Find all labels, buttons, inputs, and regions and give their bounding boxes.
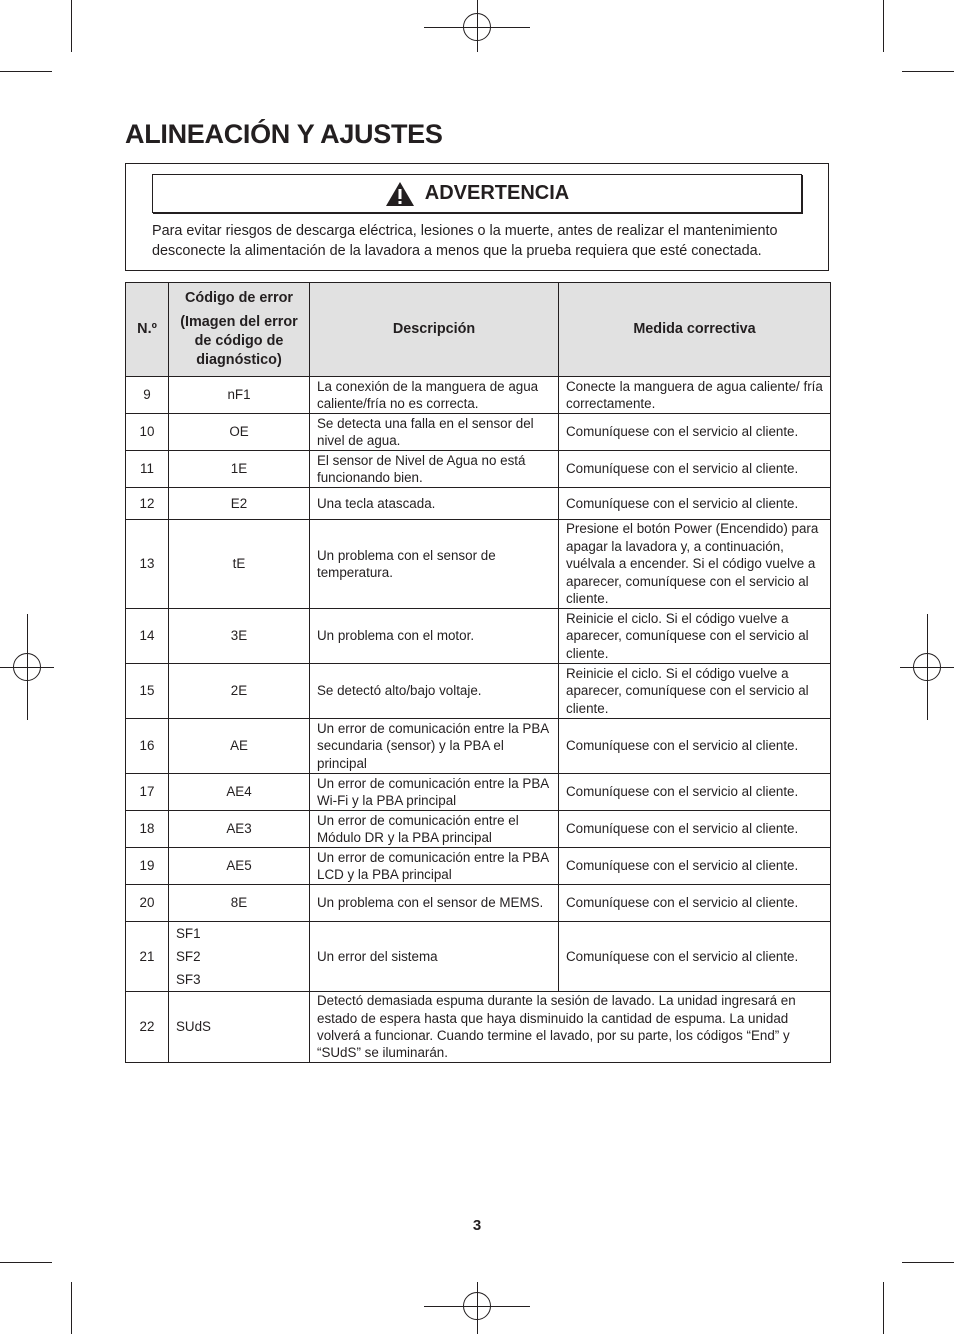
row-description: Se detecta una falla en el sensor del nivel de agua.: [310, 414, 559, 451]
row-error-code: AE4: [169, 774, 310, 811]
warning-triangle-icon: [385, 181, 415, 207]
row-corrective-action: Comuníquese con el servicio al cliente.: [559, 811, 831, 848]
table-row: [126, 811, 831, 848]
row-error-code: AE3: [169, 811, 310, 848]
error-code-line: SF1: [176, 926, 201, 941]
table-row: [126, 992, 831, 1063]
row-corrective-action: Conecte la manguera de agua caliente/ fría correctamente.: [559, 377, 831, 414]
row-description: Se detectó alto/bajo voltaje.: [310, 664, 559, 719]
page-title: ALINEACIÓN Y AJUSTES: [125, 119, 443, 149]
row-corrective-action: Comuníquese con el servicio al cliente.: [559, 774, 831, 811]
row-error-code: [169, 922, 310, 992]
warning-box: [125, 163, 829, 271]
row-number: 20: [126, 885, 169, 922]
row-error-code: AE: [169, 719, 310, 774]
row-number: 10: [126, 414, 169, 451]
row-number: 12: [126, 488, 169, 520]
row-description: Un error de comunicación entre la PBA Wi-Fi y la PBA principal: [310, 774, 559, 811]
row-description: Detectó demasiada espuma durante la sesión de lavado. La unidad ingresará en estado de espera hasta que haya disminuido la cantidad de espuma. La unidad volverá a funcionar. Cuando termine el lavado, por su parte, los códigos “End” y “SUdS” se iluminarán.: [310, 992, 831, 1063]
row-description: Un problema con el motor.: [310, 609, 559, 664]
warning-header: [152, 174, 802, 213]
table-row: [126, 451, 831, 488]
row-number: 18: [126, 811, 169, 848]
row-error-code: OE: [169, 414, 310, 451]
row-number: 9: [126, 377, 169, 414]
row-number: 21: [126, 922, 169, 992]
row-description: La conexión de la manguera de agua caliente/fría no es correcta.: [310, 377, 559, 414]
table-row: [126, 719, 831, 774]
error-code-table: [125, 282, 831, 1063]
row-corrective-action: Presione el botón Power (Encendido) para apagar la lavadora y, a continuación, vuélvala a encender. Si el código vuelve a aparecer, comuníquese con el servicio al cliente.: [559, 520, 831, 609]
row-corrective-action: Comuníquese con el servicio al cliente.: [559, 451, 831, 488]
row-error-code: SUdS: [169, 992, 310, 1063]
row-description: Un problema con el sensor de temperatura.: [310, 520, 559, 609]
row-number: 14: [126, 609, 169, 664]
table-row: [126, 885, 831, 922]
table-row: [126, 922, 831, 992]
row-error-code: nF1: [169, 377, 310, 414]
table-row: [126, 774, 831, 811]
row-description: Un error de comunicación entre el Módulo DR y la PBA principal: [310, 811, 559, 848]
header-corrective-action: Medida correctiva: [559, 283, 831, 377]
row-description: Una tecla atascada.: [310, 488, 559, 520]
table-row: [126, 414, 831, 451]
table-row: [126, 664, 831, 719]
error-code-line: SF2: [176, 949, 201, 964]
table-row: [126, 520, 831, 609]
row-error-code: 1E: [169, 451, 310, 488]
row-description: Un error de comunicación entre la PBA LCD y la PBA principal: [310, 848, 559, 885]
row-description: El sensor de Nivel de Agua no está funcionando bien.: [310, 451, 559, 488]
row-corrective-action: Reinicie el ciclo. Si el código vuelve a aparecer, comuníquese con el servicio al cliente.: [559, 664, 831, 719]
row-corrective-action: Comuníquese con el servicio al cliente.: [559, 488, 831, 520]
row-number: 16: [126, 719, 169, 774]
row-error-code: tE: [169, 520, 310, 609]
header-error-code: [169, 283, 310, 377]
row-corrective-action: Comuníquese con el servicio al cliente.: [559, 922, 831, 992]
row-number: 22: [126, 992, 169, 1063]
row-error-code: E2: [169, 488, 310, 520]
row-description: Un problema con el sensor de MEMS.: [310, 885, 559, 922]
row-number: 17: [126, 774, 169, 811]
row-corrective-action: Comuníquese con el servicio al cliente.: [559, 719, 831, 774]
row-error-code: 8E: [169, 885, 310, 922]
row-corrective-action: Comuníquese con el servicio al cliente.: [559, 885, 831, 922]
row-number: 15: [126, 664, 169, 719]
row-number: 19: [126, 848, 169, 885]
row-error-code: AE5: [169, 848, 310, 885]
row-description: Un error del sistema: [310, 922, 559, 992]
table-header-row: [126, 283, 831, 377]
warning-title: ADVERTENCIA: [424, 182, 570, 204]
warning-text: Para evitar riesgos de descarga eléctrica, lesiones o la muerte, antes de realizar el mantenimiento desconecte la alimentación de la lavadora a menos que la prueba requiera que esté conectada.: [152, 223, 778, 259]
table-row: [126, 609, 831, 664]
header-error-code-line1: Código de error: [185, 290, 293, 306]
row-error-code: 3E: [169, 609, 310, 664]
row-corrective-action: Comuníquese con el servicio al cliente.: [559, 414, 831, 451]
row-number: 11: [126, 451, 169, 488]
row-description: Un error de comunicación entre la PBA secundaria (sensor) y la PBA el principal: [310, 719, 559, 774]
row-corrective-action: Comuníquese con el servicio al cliente.: [559, 848, 831, 885]
header-error-code-line2: (Imagen del error de código de diagnóstico): [180, 314, 298, 368]
row-error-code: 2E: [169, 664, 310, 719]
table-row: [126, 377, 831, 414]
row-corrective-action: Reinicie el ciclo. Si el código vuelve a aparecer, comuníquese con el servicio al cliente.: [559, 609, 831, 664]
header-number: N.º: [126, 283, 169, 377]
row-number: 13: [126, 520, 169, 609]
table-row: [126, 488, 831, 520]
header-description: Descripción: [310, 283, 559, 377]
table-row: [126, 848, 831, 885]
error-code-line: SF3: [176, 972, 201, 987]
page-number: 3: [472, 1217, 482, 1234]
